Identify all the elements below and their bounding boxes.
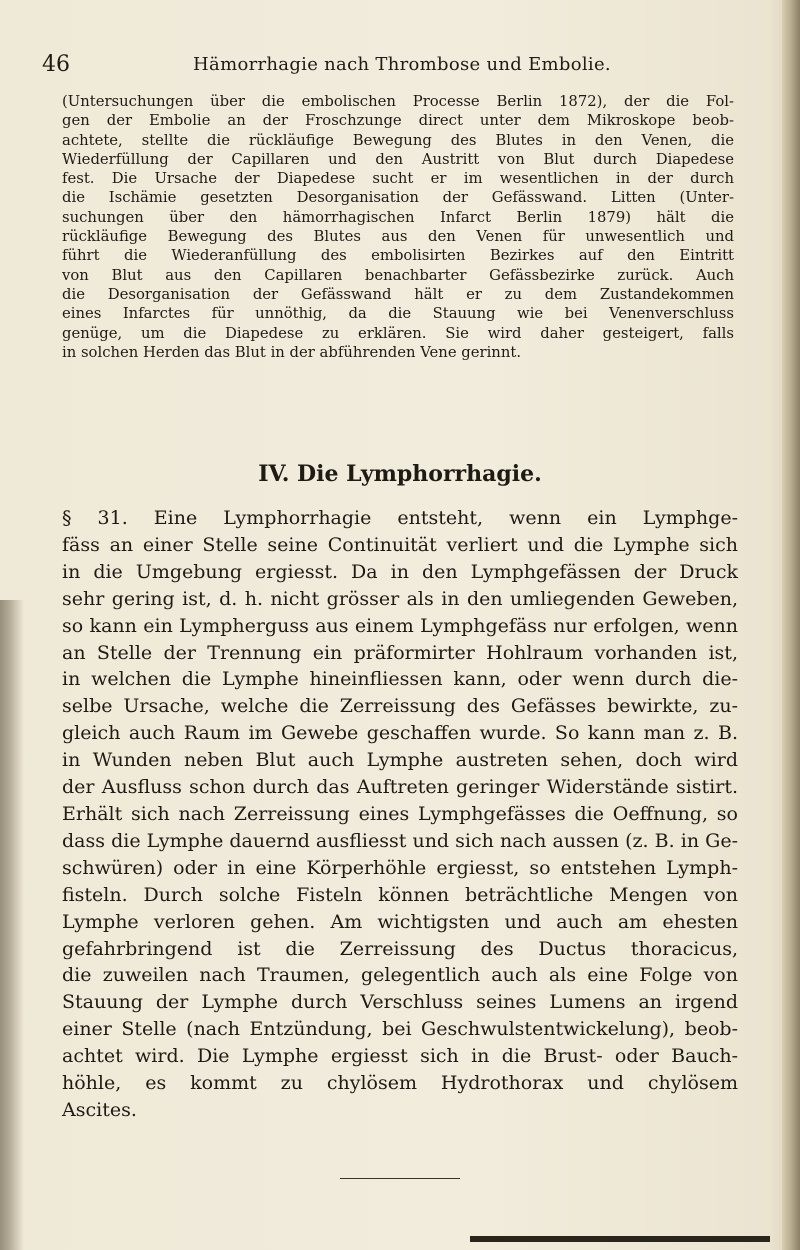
text-line: in die Umgebung ergiesst. Da in den Lymphgefässen der Druck — [62, 560, 738, 583]
text-line: fisteln. Durch solche Fisteln können beträchtliche Mengen von — [62, 883, 738, 906]
text-line: achtete, stellte die rückläufige Bewegung des Blutes in den Venen, die — [62, 131, 734, 149]
text-line: suchungen über den hämorrhagischen Infarct Berlin 1879) hält die — [62, 208, 734, 226]
small-print-paragraph — [62, 92, 734, 362]
text-line: Wiederfüllung der Capillaren und den Austritt von Blut durch Diapedese — [62, 150, 734, 168]
text-line: selbe Ursache, welche die Zerreissung des Gefässes bewirkte, zu- — [62, 695, 738, 718]
text-line: in Wunden neben Blut auch Lymphe austreten sehen, doch wird — [62, 749, 738, 772]
running-title: Hämorrhagie nach Thrombose und Embolie. — [193, 54, 611, 75]
text-line: so kann ein Lympherguss aus einem Lymphgefäss nur erfolgen, wenn — [62, 614, 738, 637]
text-line: fest. Die Ursache der Diapedese sucht er im wesentlichen in der durch — [62, 170, 734, 188]
text-line: rückläufige Bewegung des Blutes aus den Venen für unwesentlich und — [62, 228, 734, 246]
text-line: fäss an einer Stelle seine Continuität verliert und die Lymphe sich — [62, 533, 738, 556]
text-line: führt die Wiederanfüllung des embolisirten Bezirkes auf den Eintritt — [62, 247, 734, 265]
text-line: an Stelle der Trennung ein präformirter Hohlraum vorhanden ist, — [62, 641, 738, 664]
text-line: in solchen Herden das Blut in der abführenden Vene gerinnt. — [62, 343, 522, 361]
text-line: Lymphe verloren gehen. Am wichtigsten und auch am ehesten — [62, 910, 738, 933]
text-line: die Ischämie gesetzten Desorganisation der Gefässwand. Litten (Unter- — [62, 189, 734, 207]
page-edge-shadow — [782, 0, 800, 1250]
text-line: der Ausfluss schon durch das Auftreten geringer Widerstände sistirt. — [62, 776, 738, 799]
text-line: in welchen die Lymphe hineinfliessen kann, oder wenn durch die- — [62, 668, 738, 691]
text-line: gleich auch Raum im Gewebe geschaffen wurde. So kann man z. B. — [62, 722, 738, 745]
text-line: achtet wird. Die Lymphe ergiesst sich in die Brust- oder Bauch- — [62, 1045, 738, 1068]
main-paragraph — [62, 505, 738, 1124]
text-line: die zuweilen nach Traumen, gelegentlich auch als eine Folge von — [62, 964, 738, 987]
text-line: Stauung der Lymphe durch Verschluss seines Lumens an irgend — [62, 991, 738, 1014]
section-end-rule — [340, 1178, 460, 1179]
page-bottom-edge — [470, 1236, 770, 1242]
text-line: von Blut aus den Capillaren benachbarter Gefässbezirke zurück. Auch — [62, 266, 734, 284]
page-number: 46 — [42, 52, 70, 77]
text-line: Erhält sich nach Zerreissung eines Lymphgefässes die Oeffnung, so — [62, 802, 738, 825]
text-line: gen der Embolie an der Froschzunge direct unter dem Mikroskope beob- — [62, 112, 734, 130]
text-line: höhle, es kommt zu chylösem Hydrothorax und chylösem — [62, 1072, 738, 1095]
text-line: (Untersuchungen über die embolischen Processe Berlin 1872), der die Fol- — [62, 93, 734, 110]
text-line: § 31. Eine Lymphorrhagie entsteht, wenn ein Lymphge- — [62, 507, 738, 529]
page-header — [42, 52, 762, 82]
text-line: schwüren) oder in eine Körperhöhle ergiesst, so entstehen Lymph- — [62, 856, 738, 879]
text-line: sehr gering ist, d. h. nicht grösser als in den umliegenden Geweben, — [62, 587, 738, 610]
page-gutter-shadow — [0, 600, 24, 1250]
text-line: einer Stelle (nach Entzündung, bei Geschwulstentwickelung), beob- — [62, 1018, 738, 1041]
text-line: die Desorganisation der Gefässwand hält er zu dem Zustandekommen — [62, 285, 734, 303]
text-line: Ascites. — [62, 1098, 137, 1121]
text-line: eines Infarctes für unnöthig, da die Stauung wie bei Venenverschluss — [62, 305, 734, 323]
section-heading: IV. Die Lymphorrhagie. — [258, 461, 542, 487]
text-line: genüge, um die Diapedese zu erklären. Sie wird daher gesteigert, falls — [62, 324, 734, 342]
text-line: gefahrbringend ist die Zerreissung des Ductus thoracicus, — [62, 937, 738, 960]
text-line: dass die Lymphe dauernd ausfliesst und sich nach aussen (z. B. in Ge- — [62, 829, 738, 852]
